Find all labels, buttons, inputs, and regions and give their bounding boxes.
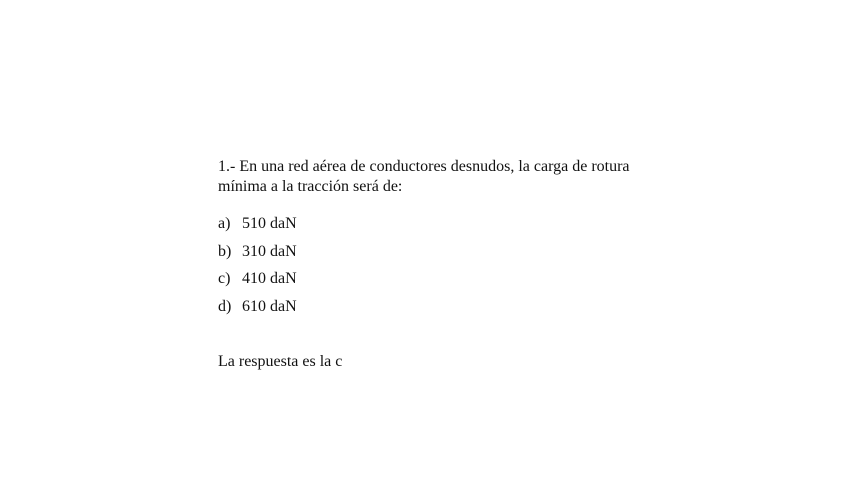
option-text: 310 daN [242,242,297,260]
question-line-1: 1.- En una red aérea de conductores desnudos, la carga de rotura [218,158,630,175]
question-text [218,157,648,197]
option-text: 410 daN [242,270,297,287]
option-d [218,293,648,321]
answer-text: La respuesta es la c [218,353,343,370]
option-text: 610 daN [242,297,297,315]
option-c [218,265,648,293]
option-letter: c) [218,270,231,287]
option-letter: a) [218,215,231,232]
options-list [218,210,648,320]
option-b [218,238,648,266]
document-body [218,157,648,372]
option-text: 510 daN [242,215,297,232]
option-a [218,210,648,238]
question-line-2: mínima a la tracción será de: [218,178,403,195]
option-letter: b) [218,242,232,260]
option-letter: d) [218,297,232,315]
